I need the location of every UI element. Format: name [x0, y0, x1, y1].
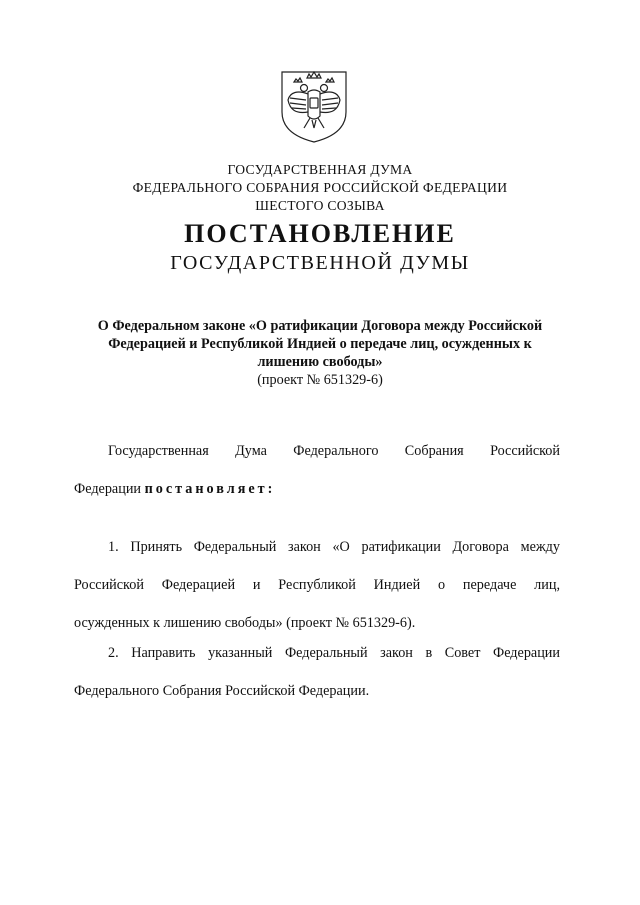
- decree-word: постановляет:: [144, 481, 276, 497]
- item-1-line-2: Российской Федерацией и Республикой Индией о передаче лиц,: [74, 577, 560, 593]
- item-2-line-2: Федерального Собрания Российской Федерации.: [74, 683, 370, 699]
- decree-item-2: [74, 634, 560, 710]
- subject-line-2: Федерацией и Республикой Индией о передаче лиц, осужденных к: [108, 336, 532, 352]
- decree-item-1: [74, 528, 560, 642]
- item-1-line-3: осужденных к лишению свободы» (проект № 651329-6).: [74, 615, 416, 631]
- subject-line-3: лишению свободы»: [257, 354, 383, 370]
- preamble-federation-word: Федерации: [74, 481, 142, 497]
- header-line-3: ШЕСТОГО СОЗЫВА: [255, 198, 385, 213]
- preamble-line-1: Государственная Дума Федерального Собрания Российской: [108, 443, 560, 459]
- preamble-line-2: [74, 470, 560, 508]
- preamble: [74, 432, 560, 508]
- page-subtitle: ГОСУДАРСТВЕННОЙ ДУМЫ: [170, 252, 470, 274]
- header-line-1: ГОСУДАРСТВЕННАЯ ДУМА: [227, 162, 413, 177]
- header-line-2: ФЕДЕРАЛЬНОГО СОБРАНИЯ РОССИЙСКОЙ ФЕДЕРАЦИИ: [132, 180, 508, 195]
- subject-line-1: О Федеральном законе «О ратификации Договора между Российской: [97, 318, 543, 334]
- page-title: ПОСТАНОВЛЕНИЕ: [184, 219, 456, 248]
- item-2-line-1: 2. Направить указанный Федеральный закон в Совет Федерации: [108, 645, 560, 661]
- russian-coat-of-arms-icon: [274, 66, 354, 146]
- project-number: (проект № 651329-6): [257, 372, 383, 388]
- item-1-line-1: 1. Принять Федеральный закон «О ратификации Договора между: [108, 539, 560, 555]
